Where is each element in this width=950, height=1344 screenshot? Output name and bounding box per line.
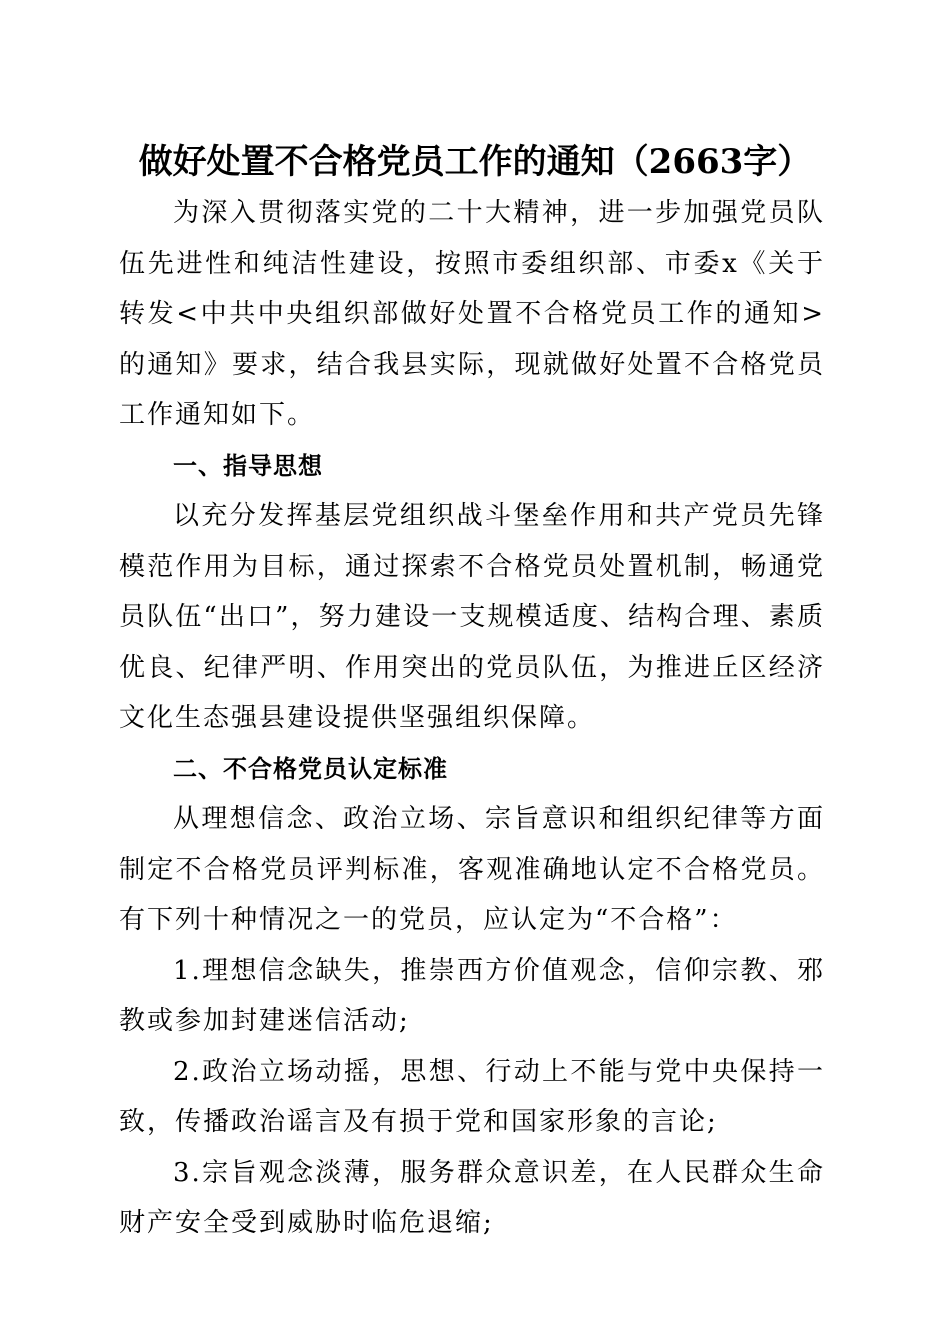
section-paragraph-criteria: 从理想信念、政治立场、宗旨意识和组织纪律等方面制定不合格党员评判标准，客观准确地认定不合格党员。有下列十种情况之一的党员，应认定为“不合格”：	[119, 804, 825, 935]
section-heading-guiding-ideology: 一、指导思想	[173, 451, 323, 480]
section-heading-criteria: 二、不合格党员认定标准	[173, 754, 448, 783]
document-body	[119, 188, 825, 1249]
section-paragraph-guiding-ideology: 以充分发挥基层党组织战斗堡垒作用和共产党员先锋模范作用为目标，通过探索不合格党员处置机制，畅通党员队伍“出口”，努力建设一支规模适度、结构合理、素质优良、纪律严明、作用突出的党员队伍，为推进丘区经济文化生态强县建设提供坚强组织保障。	[119, 501, 825, 733]
criteria-item: 2.政治立场动摇，思想、行动上不能与党中央保持一致，传播政治谣言及有损于党和国家形象的言论;	[119, 1056, 825, 1137]
document-title: 做好处置不合格党员工作的通知（2663字）	[138, 142, 812, 182]
intro-paragraph: 为深入贯彻落实党的二十大精神，进一步加强党员队伍先进性和纯洁性建设，按照市委组织部、市委x《关于转发<中共中央组织部做好处置不合格党员工作的通知>的通知》要求，结合我县实际，现就做好处置不合格党员工作通知如下。	[119, 198, 825, 430]
criteria-item: 3.宗旨观念淡薄，服务群众意识差，在人民群众生命财产安全受到威胁时临危退缩;	[119, 1157, 825, 1238]
criteria-item: 1.理想信念缺失，推崇西方价值观念，信仰宗教、邪教或参加封建迷信活动;	[119, 955, 825, 1036]
